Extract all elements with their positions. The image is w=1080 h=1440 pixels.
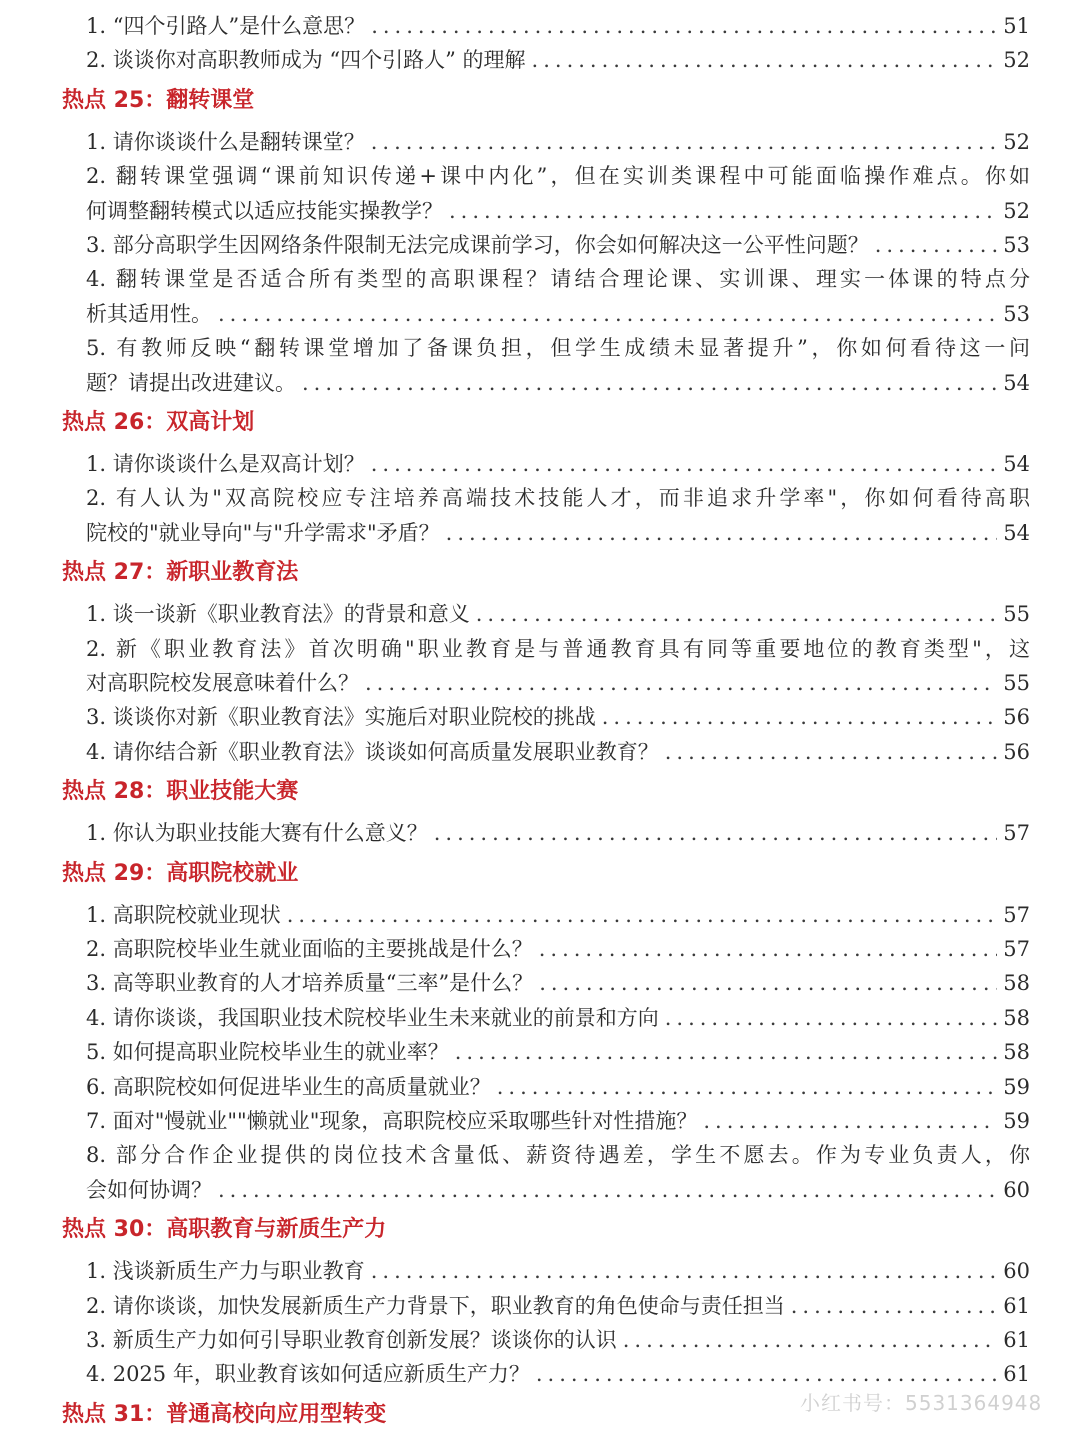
toc-entry xyxy=(86,9,1030,43)
toc-entry xyxy=(86,43,1030,77)
dot-leader xyxy=(365,666,997,700)
page-number: 57 xyxy=(1003,937,1030,961)
dot-leader xyxy=(665,1001,998,1035)
watermark: 小红书号：5531364948 xyxy=(800,1391,1043,1415)
toc-entry xyxy=(86,735,1030,769)
dot-leader xyxy=(602,700,998,734)
dot-leader xyxy=(302,366,997,400)
toc-entry xyxy=(86,1035,1030,1069)
page-number: 52 xyxy=(1003,129,1030,154)
section-heading: 热点 28：职业技能大赛 xyxy=(62,779,299,805)
page-number: 58 xyxy=(1003,971,1030,996)
dot-leader xyxy=(371,447,998,481)
dot-leader xyxy=(371,9,997,43)
page-number: 58 xyxy=(1003,1005,1030,1030)
page-number: 52 xyxy=(1003,198,1030,223)
toc-entry xyxy=(86,597,1030,631)
entry-text: 1. 你认为职业技能大赛有什么意义？ xyxy=(86,821,428,846)
page-number: 55 xyxy=(1003,602,1030,627)
entry-text: 2. 请你谈谈，加快发展新质生产力背景下，职业教育的角色使命与责任担当 xyxy=(86,1293,785,1318)
dot-leader xyxy=(446,516,998,550)
toc-entry-line: 2. 有人认为"双高院校应专注培养高端技术技能人才，而非追求升学率"，你如何看待高职 xyxy=(86,486,1030,511)
dot-leader xyxy=(875,228,998,262)
entry-text: 2. 谈谈你对高职教师成为 “四个引路人” 的理解 xyxy=(86,48,526,73)
entry-text: 1. 请你谈谈什么是翻转课堂？ xyxy=(86,129,365,154)
toc-entry xyxy=(86,1289,1030,1323)
dot-leader xyxy=(539,932,998,966)
toc-entry xyxy=(86,1070,1030,1104)
page-number: 57 xyxy=(1003,902,1030,927)
dot-leader xyxy=(287,898,998,932)
toc-entry-line: 4. 翻转课堂是否适合所有类型的高职课程？请结合理论课、实训课、理实一体课的特点分 xyxy=(86,267,1030,292)
dot-leader xyxy=(371,1254,998,1288)
entry-text: 1. 请你谈谈什么是双高计划？ xyxy=(86,452,365,476)
entry-text: 1. 谈一谈新《职业教育法》的背景和意义 xyxy=(86,602,470,627)
dot-leader xyxy=(536,1357,997,1391)
dot-leader xyxy=(532,43,998,77)
section-heading: 热点 31：普通高校向应用型转变 xyxy=(62,1401,387,1427)
dot-leader xyxy=(455,1035,998,1069)
page-number: 58 xyxy=(1003,1040,1030,1065)
toc-entry xyxy=(86,297,1030,331)
entry-text: 1. 浅谈新质生产力与职业教育 xyxy=(86,1259,365,1284)
entry-text: 2. 高职院校毕业生就业面临的主要挑战是什么？ xyxy=(86,937,533,961)
entry-text: 3. 高等职业教育的人才培养质量“三率”是什么？ xyxy=(86,971,534,996)
entry-text: 对高职院校发展意味着什么？ xyxy=(86,671,359,695)
page-number: 53 xyxy=(1003,233,1030,257)
page-number: 51 xyxy=(1003,14,1030,38)
toc-entry xyxy=(86,1254,1030,1288)
page-number: 54 xyxy=(1003,520,1030,545)
toc-entry xyxy=(86,816,1030,850)
dot-leader xyxy=(497,1070,998,1104)
entry-text: 7. 面对"慢就业""懒就业"现象，高职院校应采取哪些针对性措施？ xyxy=(86,1109,698,1133)
toc-entry xyxy=(86,516,1030,550)
entry-text: 析其适用性。 xyxy=(86,301,212,326)
toc-entry-line: 8. 部分合作企业提供的岗位技术含量低、薪资待遇差，学生不愿去。作为专业负责人，你 xyxy=(86,1143,1030,1168)
toc-entry xyxy=(86,666,1030,700)
toc-entry xyxy=(86,932,1030,966)
section-heading: 热点 30：高职教育与新质生产力 xyxy=(62,1217,387,1243)
entry-text: 会如何协调？ xyxy=(86,1177,212,1202)
page-number: 60 xyxy=(1003,1259,1030,1284)
section-heading: 热点 25：翻转课堂 xyxy=(62,87,255,113)
dot-leader xyxy=(665,735,998,769)
entry-text: 何调整翻转模式以适应技能实操教学？ xyxy=(86,198,443,223)
entry-text: 3. 新质生产力如何引导职业教育创新发展？谈谈你的认识 xyxy=(86,1328,617,1352)
dot-leader xyxy=(476,597,998,631)
entry-text: 3. 部分高职学生因网络条件限制无法完成课前学习，你会如何解决这一公平性问题？ xyxy=(86,233,869,257)
toc-entry xyxy=(86,1173,1030,1207)
entry-text: 1. “四个引路人”是什么意思？ xyxy=(86,14,366,38)
dot-leader xyxy=(434,816,998,850)
toc-entry xyxy=(86,228,1030,262)
page-number: 55 xyxy=(1003,671,1030,695)
toc-entry-line: 5. 有教师反映“翻转课堂增加了备课负担，但学生成绩未显著提升”，你如何看待这一问 xyxy=(86,336,1030,361)
toc-entry-line: 2. 翻转课堂强调“课前知识传递+课中内化”，但在实训类课程中可能面临操作难点。你如 xyxy=(86,164,1030,189)
entry-text: 院校的"就业导向"与"升学需求"矛盾？ xyxy=(86,520,440,545)
dot-leader xyxy=(218,297,997,331)
dot-leader xyxy=(449,194,997,228)
page-number: 59 xyxy=(1003,1109,1030,1133)
toc-entry xyxy=(86,1104,1030,1138)
entry-text: 4. 2025 年，职业教育该如何适应新质生产力？ xyxy=(86,1362,530,1387)
dot-leader xyxy=(791,1289,998,1323)
page-number: 54 xyxy=(1003,370,1030,395)
dot-leader xyxy=(218,1173,997,1207)
section-heading: 热点 27：新职业教育法 xyxy=(62,560,299,586)
page-number: 56 xyxy=(1003,739,1030,764)
toc-entry-line: 2. 新《职业教育法》首次明确"职业教育是与普通教育具有同等重要地位的教育类型"，这 xyxy=(86,636,1030,661)
toc-entry xyxy=(86,700,1030,734)
page-number: 59 xyxy=(1003,1074,1030,1099)
page-number: 53 xyxy=(1003,301,1030,326)
page-number: 56 xyxy=(1003,705,1030,730)
toc-entry xyxy=(86,1001,1030,1035)
entry-text: 4. 请你谈谈，我国职业技术院校毕业生未来就业的前景和方向 xyxy=(86,1005,659,1030)
toc-entry xyxy=(86,366,1030,400)
toc-entry xyxy=(86,447,1030,481)
section-heading: 热点 26：双高计划 xyxy=(62,410,255,435)
page-number: 61 xyxy=(1003,1293,1030,1318)
entry-text: 1. 高职院校就业现状 xyxy=(86,902,281,927)
toc-entry xyxy=(86,1323,1030,1357)
toc-entry xyxy=(86,966,1030,1000)
entry-text: 4. 请你结合新《职业教育法》谈谈如何高质量发展职业教育？ xyxy=(86,739,659,764)
dot-leader xyxy=(623,1323,998,1357)
dot-leader xyxy=(703,1104,997,1138)
toc-entry xyxy=(86,125,1030,159)
toc-entry xyxy=(86,194,1030,228)
toc-entry xyxy=(86,1357,1030,1391)
entry-text: 6. 高职院校如何促进毕业生的高质量就业？ xyxy=(86,1074,491,1099)
page-number: 54 xyxy=(1003,452,1030,476)
page-number: 52 xyxy=(1003,48,1030,73)
page-number: 61 xyxy=(1003,1362,1030,1387)
page-number: 60 xyxy=(1003,1177,1030,1202)
section-heading: 热点 29：高职院校就业 xyxy=(62,860,299,886)
entry-text: 题？请提出改进建议。 xyxy=(86,370,296,395)
toc-entry xyxy=(86,898,1030,932)
entry-text: 5. 如何提高职业院校毕业生的就业率？ xyxy=(86,1040,449,1065)
entry-text: 3. 谈谈你对新《职业教育法》实施后对职业院校的挑战 xyxy=(86,705,596,730)
page-number: 61 xyxy=(1003,1328,1030,1352)
dot-leader xyxy=(371,125,998,159)
dot-leader xyxy=(539,966,997,1000)
page-number: 57 xyxy=(1003,821,1030,846)
